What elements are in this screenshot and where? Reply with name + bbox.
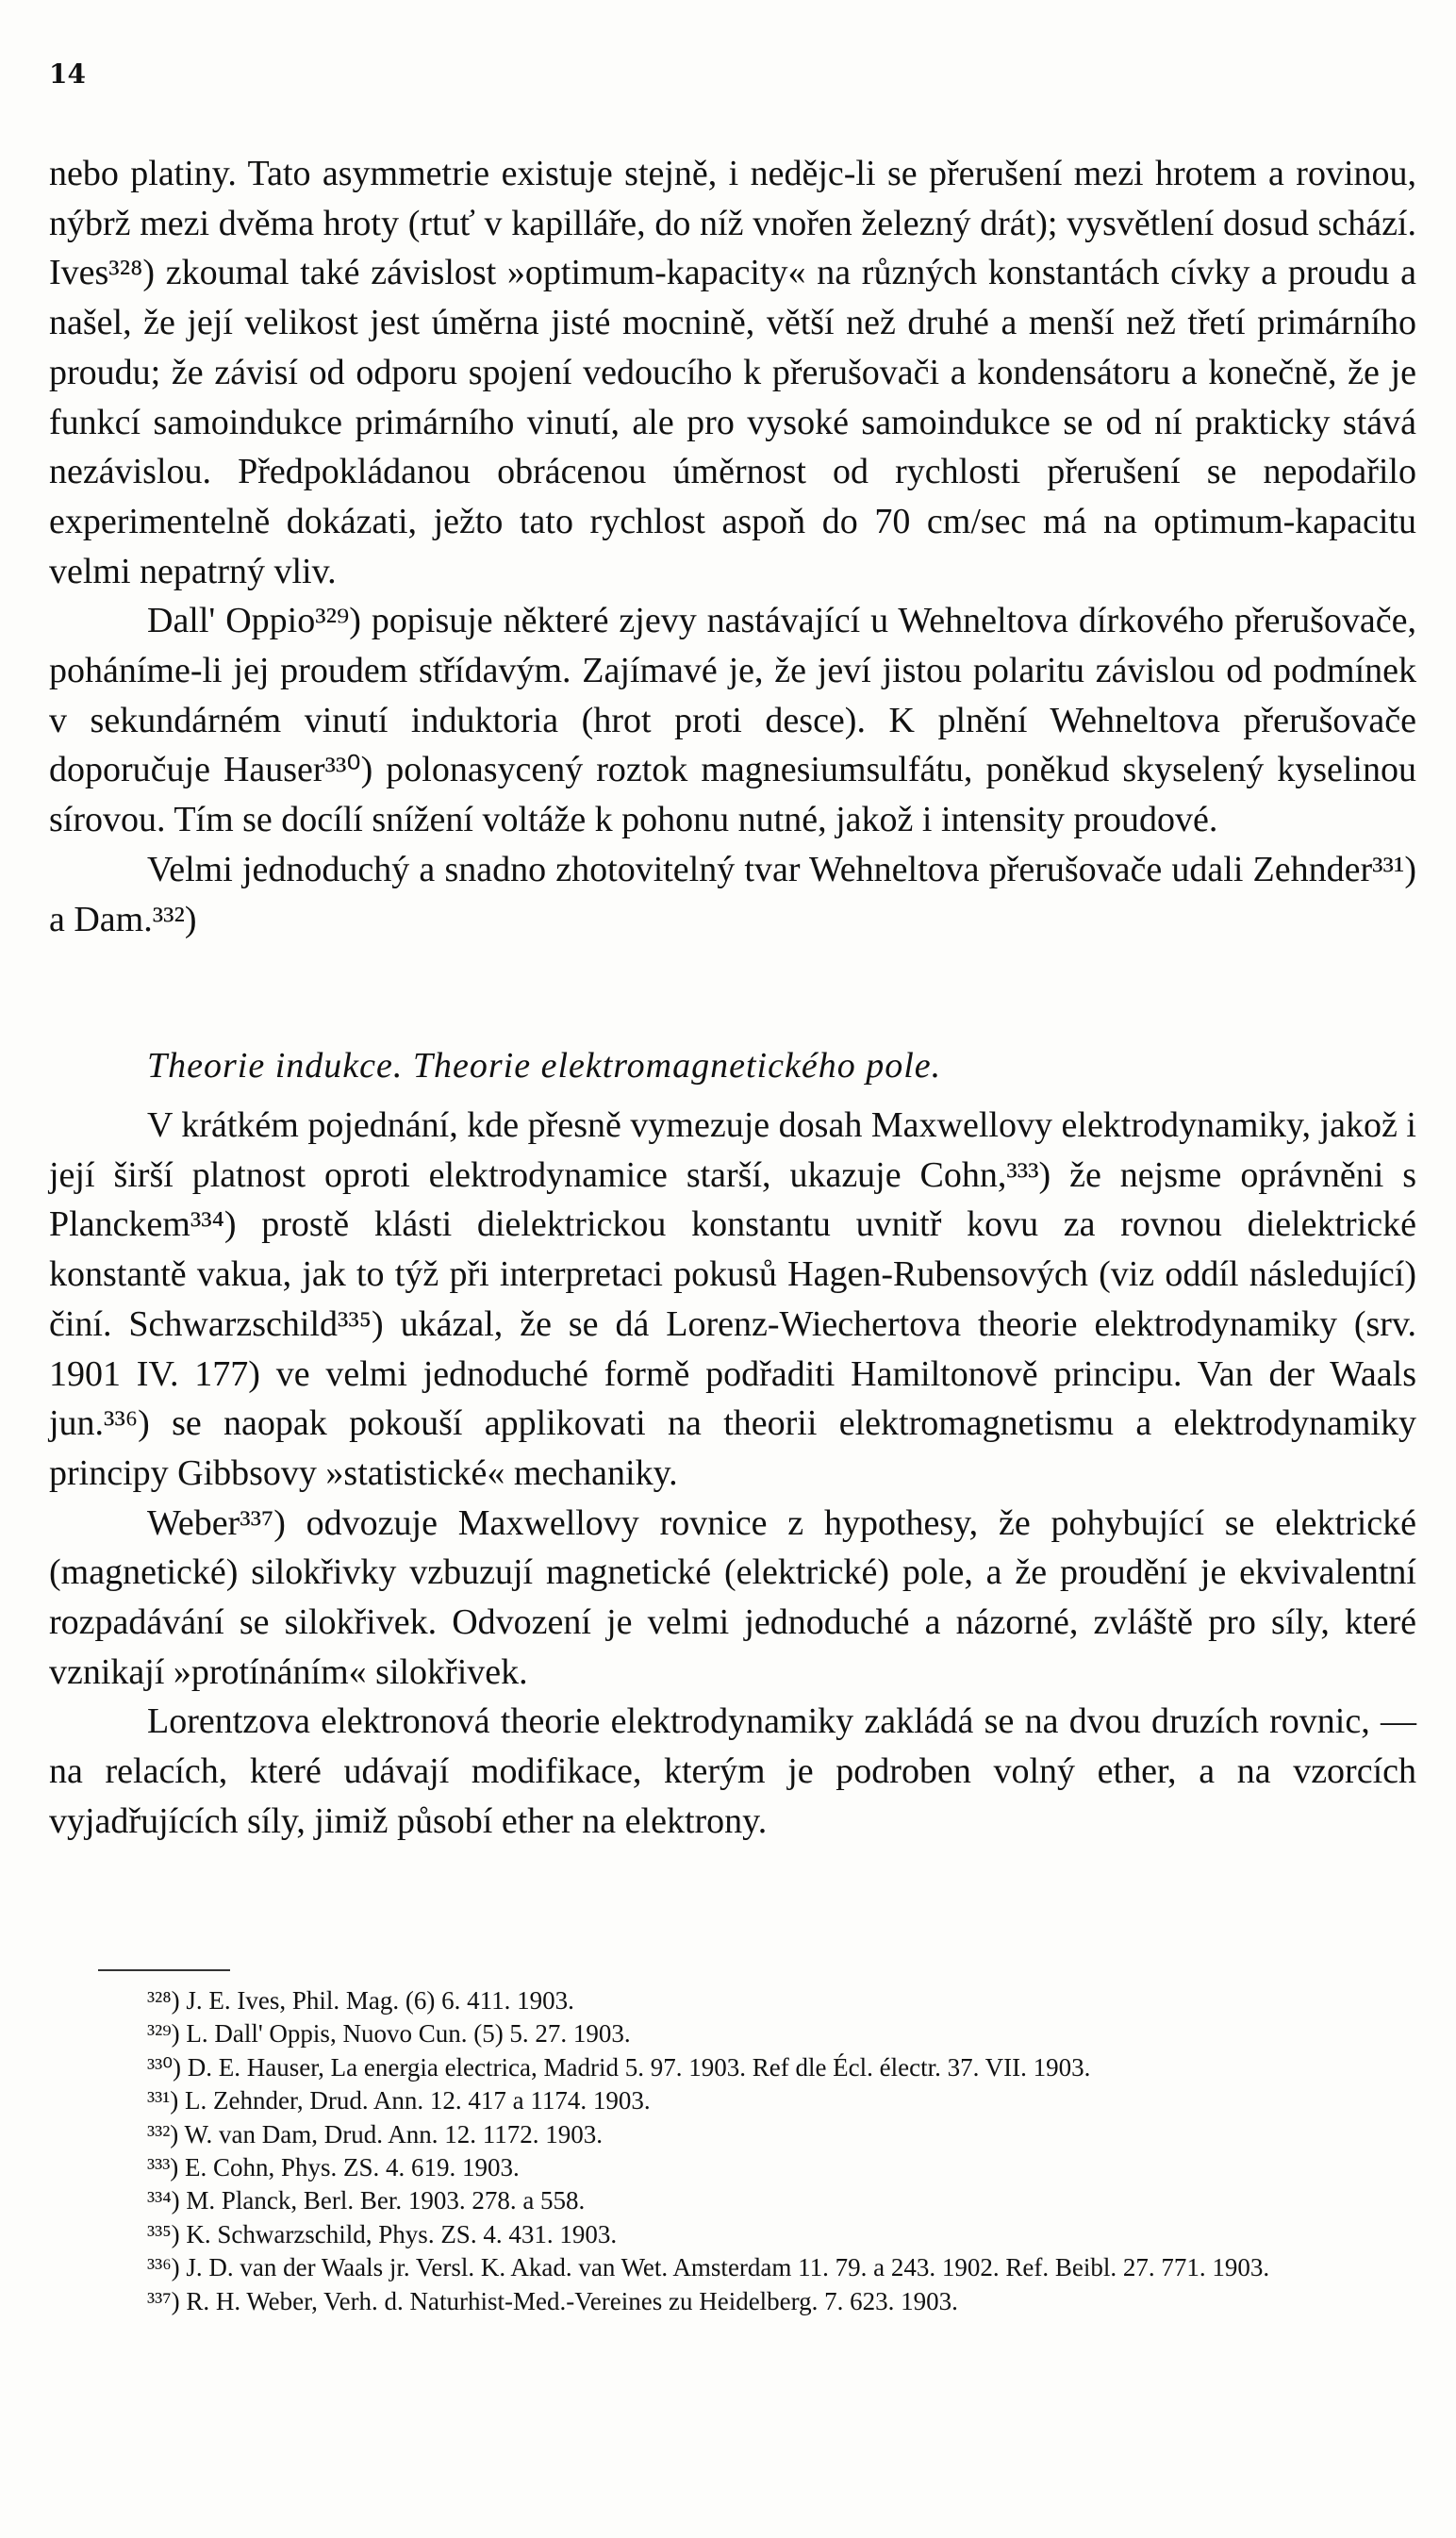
paragraph: V krátkém pojednání, kde přesně vymezuje dosah Maxwellovy elektrodynamiky, jakož i její širší platnost oproti elektrodynamice starší, ukazuje Cohn,³³³) že nejsme oprávněni s Planckem³³⁴) prostě klásti dielektrickou konstantu uvnitř kovu za rovnou dielektrické konstantě vakua, jak to týž při interpretaci pokusů Hagen-Rubensových (viz oddíl následující) činí. Schwarzschild³³⁵) ukázal, že se dá Lorenz-Wiechertova theorie elektrodynamiky (srv. 1901 IV. 177) ve velmi jednoduché formě podřaditi Hamiltonově principu. Van der Waals jun.³³⁶) se naopak pokouší applikovati na theorii elektromagnetismu a elektrodynamiky principy Gibbsovy »statistické« mechaniky. <box>49 1105 1416 1493</box>
footnote-separator <box>98 1969 230 1971</box>
footnotes <box>49 1984 1416 2318</box>
footnote: ³³⁵) K. Schwarzschild, Phys. ZS. 4. 431. 1903. <box>147 2219 618 2248</box>
footnote: ³²⁸) J. E. Ives, Phil. Mag. (6) 6. 411. 1903. <box>147 1986 574 2015</box>
page-number: 14 <box>49 58 86 90</box>
paragraph: Lorentzova elektronová theorie elektrodynamiky zakládá se na dvou druzích rovnic, — na relacích, které udávají modifikace, kterým je podroben volný ether, a na vzorcích vyjadřujících síly, jimiž působí ether na elektrony. <box>49 1701 1416 1841</box>
section-heading: Theorie indukce. Theorie elektromagnetického pole. <box>147 1046 942 1086</box>
footnote: ³³⁶) J. D. van der Waals jr. Versl. K. Akad. van Wet. Amsterdam 11. 79. a 243. 1902. Ref. Beibl. 27. 771. 1903. <box>147 2253 1270 2282</box>
paragraph: Weber³³⁷) odvozuje Maxwellovy rovnice z hypothesy, že pohybující se elektrické (magnetické) silokřivky vzbuzují magnetické (elektrické) pole, a že proudění je ekvivalentní rozpadávání se silokřivek. Odvození je velmi jednoduché a názorné, zvláště pro síly, které vznikají »protínáním« silokřivek. <box>49 1502 1416 1692</box>
paragraph: Dall' Oppio³²⁹) popisuje některé zjevy nastávající u Wehneltova dírkového přerušovače, poháníme-li jej proudem střídavým. Zajímavé je, že jeví jistou polaritu závislou od podmínek v sekundárném vinutí induktoria (hrot proti desce). K plnění Wehneltova přerušovače doporučuje Hauser³³⁰) polonasycený roztok magnesiumsulfátu, poněkud skyselený kyselinou sírovou. Tím se docílí snížení voltáže k pohonu nutné, jakož i intensity proudové. <box>49 601 1416 840</box>
footnote: ³²⁹) L. Dall' Oppis, Nuovo Cun. (5) 5. 27. 1903. <box>147 2019 631 2049</box>
footnote: ³³²) W. van Dam, Drud. Ann. 12. 1172. 1903. <box>147 2119 604 2148</box>
paragraph: Velmi jednoduchý a snadno zhotovitelný tvar Wehneltova přerušovače udali Zehnder³³¹) a Dam.³³²) <box>49 849 1416 939</box>
footnote: ³³¹) L. Zehnder, Drud. Ann. 12. 417 a 1174. 1903. <box>147 2086 651 2115</box>
body-text-top <box>49 149 1416 944</box>
footnote: ³³⁴) M. Planck, Berl. Ber. 1903. 278. a 558. <box>147 2186 586 2215</box>
footnote: ³³³) E. Cohn, Phys. ZS. 4. 619. 1903. <box>147 2153 520 2182</box>
footnote: ³³⁷) R. H. Weber, Verh. d. Naturhist-Med.-Vereines zu Heidelberg. 7. 623. 1903. <box>147 2286 958 2315</box>
paragraph: nebo platiny. Tato asymmetrie existuje stejně, i nedějc-li se přerušení mezi hrotem a rovinou, nýbrž mezi dvěma hroty (rtuť v kapilláře, do níž vnořen železný drát); vysvětlení dosud schází. Ives³²⁸) zkoumal také závislost »optimum-kapacity« na různých konstantách cívky a proudu a našel, že její velikost jest úměrna jisté mocnině, větší než druhé a menší než třetí primárního proudu; že závisí od odporu spojení vedoucího k přerušovači a kondensátoru a konečně, že je funkcí samoindukce primárního vinutí, ale pro vysoké samoindukce se od ní prakticky stává nezávislou. Předpokládanou obrácenou úměrnost od rychlosti přerušení se nepodařilo experimentelně dokázati, ježto tato rychlost aspoň do 70 cm/sec má na optimum-kapacitu velmi nepatrný vliv. <box>49 154 1416 591</box>
footnote: ³³⁰) D. E. Hauser, La energia electrica, Madrid 5. 97. 1903. Ref dle Écl. électr. 37. VII. 1903. <box>147 2052 1091 2082</box>
body-text-bottom <box>49 1101 1416 1847</box>
